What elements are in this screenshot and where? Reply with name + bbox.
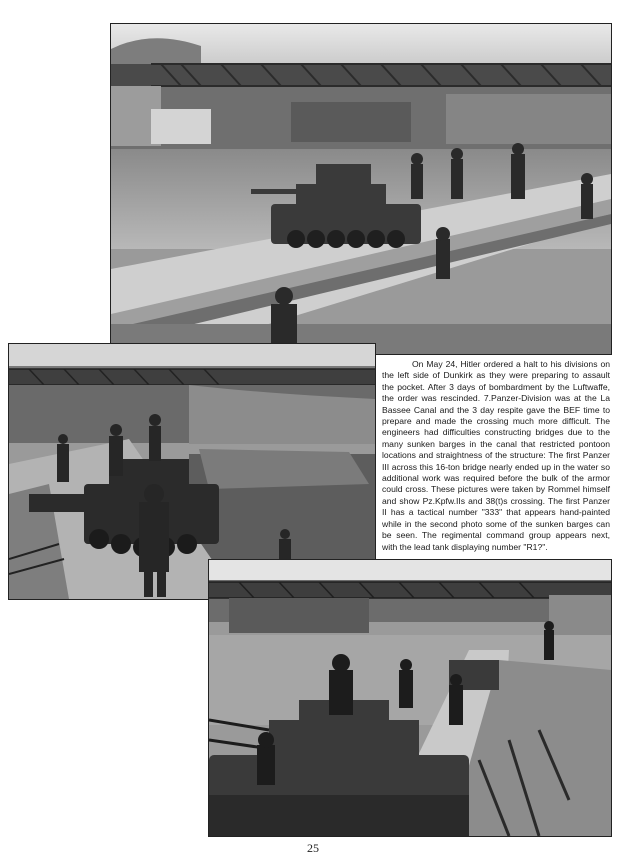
photo-panzer-crossing-pontoon-bridge: [110, 23, 612, 355]
page-number: 25: [307, 841, 319, 855]
photo-caption: On May 24, Hitler ordered a halt to his divisions on the left side of Dunkirk as they were preparing to assault the pocket. After 3 days of bombardment by the Luftwaffe, the order was rescinded. 7.Panzer-Division was at the La Bassee Canal and the 3 day respite gave the BEF time to prepare and made the crossing much more difficult. The engineers had difficulties constructing bridges due to the many sunken barges in the canal that restricted pontoon locations and straightness of the structure: The first Panzer III across this 16-ton bridge nearly ended up in the water so additional work was required before the bulk of the armor could cross. These pictures were taken by Rommel himself and show Pz.Kpfw.IIs and 38(t)s crossing. The first Panzer II has a tactical number "333" that appears hand-painted while in the second photo some of the sunken barges can be seen. The regimental command group appears next, with the lead tank displaying number "R1?".: [382, 359, 610, 552]
photo-regimental-command-group-crossing: [208, 559, 612, 837]
